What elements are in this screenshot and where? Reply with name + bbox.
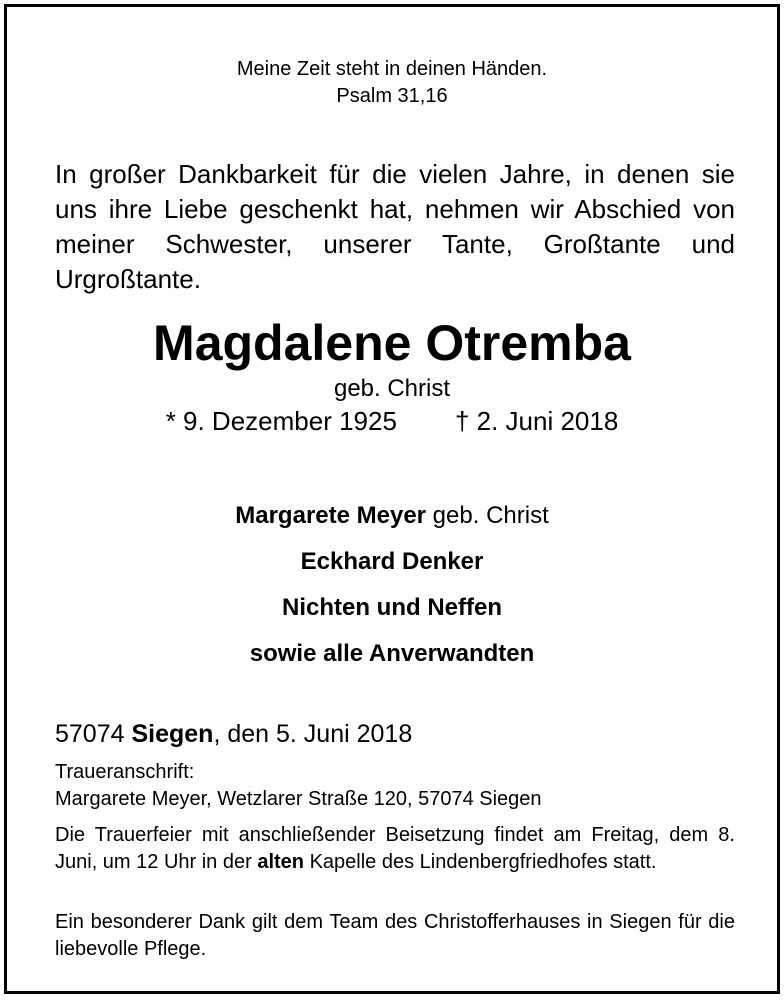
obituary-frame: [4, 4, 780, 994]
deceased-name: Magdalene Otremba: [153, 315, 631, 371]
address-line: Margarete Meyer, Wetzlarer Straße 120, 57074 Siegen: [55, 788, 542, 810]
thanks-note: Ein besonderer Dank gilt dem Team des Christofferhauses in Siegen für die liebevolle Pflege.: [55, 911, 735, 960]
ceremony-text-end: Kapelle des Lindenbergfriedhofes statt.: [304, 851, 657, 873]
mourners-list: [7, 493, 777, 677]
intro-text: In großer Dankbarkeit für die vielen Jahre, in denen sie uns ihre Liebe geschenkt hat, nehmen wir Abschied von meiner Schwester, unserer Tante, Großtante und Urgroßtante.: [55, 159, 735, 294]
death-date: † 2. Juni 2018: [454, 406, 619, 436]
ceremony-text-start: Die Trauerfeier mit anschließender Beisetzung findet am Freitag, dem 8. Juni, um 12 Uhr in der: [55, 824, 735, 873]
city: Siegen: [131, 720, 214, 748]
mourner-2: Eckhard Denker: [300, 548, 484, 575]
ceremony-emphasis: alten: [257, 851, 305, 873]
date: , den 5. Juni 2018: [213, 720, 413, 748]
mourner-1-name: Margarete Meyer: [235, 502, 427, 529]
place-date: [55, 718, 412, 750]
address-label: Traueranschrift:: [55, 761, 195, 783]
mourner-3: Nichten und Neffen: [282, 594, 502, 621]
mourner-4: sowie alle Anverwandten: [249, 640, 535, 667]
ceremony-info: [55, 822, 735, 876]
bible-verse: [7, 56, 777, 110]
birth-date: * 9. Dezember 1925: [165, 406, 397, 436]
postcode: 57074: [55, 720, 132, 748]
mourning-address: [55, 759, 735, 813]
maiden-name: geb. Christ: [333, 375, 451, 402]
life-dates: [7, 405, 777, 437]
verse-text: Meine Zeit steht in deinen Händen.: [236, 58, 548, 80]
verse-reference: Psalm 31,16: [336, 85, 448, 107]
mourner-1: [7, 493, 777, 539]
mourner-1-suffix: geb. Christ: [426, 502, 549, 529]
